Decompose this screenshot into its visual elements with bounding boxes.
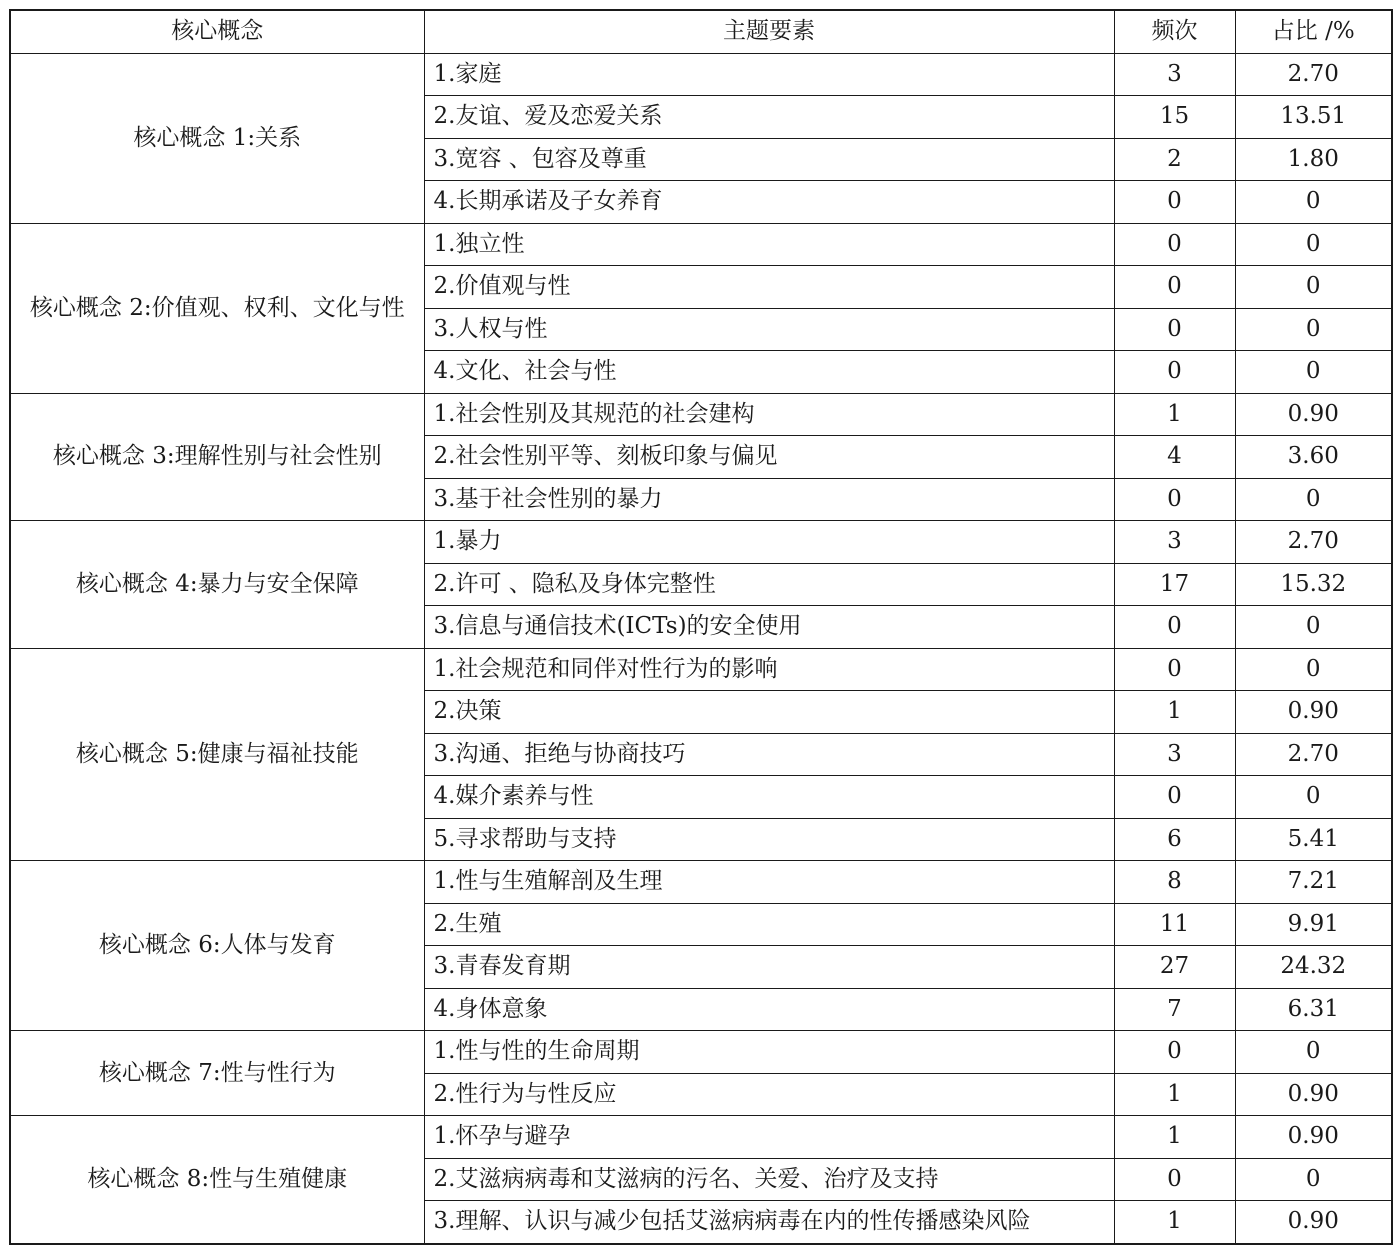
theme-cell: 2.许可 、隐私及身体完整性	[424, 563, 1114, 606]
theme-cell: 2.艾滋病病毒和艾滋病的污名、关爱、治疗及支持	[424, 1158, 1114, 1201]
table-body	[10, 53, 1392, 1244]
theme-cell: 2.价值观与性	[424, 266, 1114, 309]
frequency-cell: 0	[1114, 606, 1235, 649]
theme-cell: 1.性与生殖解剖及生理	[424, 861, 1114, 904]
percentage-cell: 24.32	[1235, 946, 1392, 989]
theme-cell: 3.沟通、拒绝与协商技巧	[424, 733, 1114, 776]
percentage-cell: 0	[1235, 1158, 1392, 1201]
percentage-cell: 13.51	[1235, 96, 1392, 139]
table-row	[10, 861, 1392, 904]
percentage-cell: 0	[1235, 478, 1392, 521]
table-row	[10, 393, 1392, 436]
core-concept-cell: 核心概念 2:价值观、权利、文化与性	[10, 223, 424, 393]
frequency-cell: 0	[1114, 776, 1235, 819]
theme-cell: 1.怀孕与避孕	[424, 1116, 1114, 1159]
frequency-cell: 1	[1114, 1201, 1235, 1244]
theme-cell: 3.基于社会性别的暴力	[424, 478, 1114, 521]
percentage-cell: 9.91	[1235, 903, 1392, 946]
frequency-cell: 0	[1114, 223, 1235, 266]
percentage-cell: 0	[1235, 606, 1392, 649]
theme-cell: 3.人权与性	[424, 308, 1114, 351]
core-concept-cell: 核心概念 5:健康与福祉技能	[10, 648, 424, 861]
theme-cell: 5.寻求帮助与支持	[424, 818, 1114, 861]
theme-cell: 4.文化、社会与性	[424, 351, 1114, 394]
table-row	[10, 648, 1392, 691]
percentage-cell: 3.60	[1235, 436, 1392, 479]
percentage-cell: 0	[1235, 181, 1392, 224]
frequency-cell: 0	[1114, 1158, 1235, 1201]
header-core-concept: 核心概念	[10, 10, 424, 53]
frequency-cell: 3	[1114, 53, 1235, 96]
core-concept-cell: 核心概念 1:关系	[10, 53, 424, 223]
theme-cell: 1.社会规范和同伴对性行为的影响	[424, 648, 1114, 691]
frequency-cell: 0	[1114, 1031, 1235, 1074]
percentage-cell: 0	[1235, 223, 1392, 266]
percentage-cell: 2.70	[1235, 521, 1392, 564]
percentage-cell: 0	[1235, 351, 1392, 394]
table-row	[10, 223, 1392, 266]
percentage-cell: 1.80	[1235, 138, 1392, 181]
frequency-cell: 17	[1114, 563, 1235, 606]
theme-cell: 4.媒介素养与性	[424, 776, 1114, 819]
frequency-cell: 1	[1114, 1116, 1235, 1159]
theme-cell: 3.宽容 、包容及尊重	[424, 138, 1114, 181]
theme-cell: 3.信息与通信技术(ICTs)的安全使用	[424, 606, 1114, 649]
theme-cell: 4.长期承诺及子女养育	[424, 181, 1114, 224]
theme-cell: 2.生殖	[424, 903, 1114, 946]
header-percentage: 占比 /%	[1235, 10, 1392, 53]
core-concept-cell: 核心概念 6:人体与发育	[10, 861, 424, 1031]
frequency-cell: 0	[1114, 478, 1235, 521]
frequency-cell: 15	[1114, 96, 1235, 139]
theme-cell: 1.家庭	[424, 53, 1114, 96]
frequency-cell: 1	[1114, 393, 1235, 436]
theme-cell: 2.社会性别平等、刻板印象与偏见	[424, 436, 1114, 479]
percentage-cell: 5.41	[1235, 818, 1392, 861]
theme-cell: 1.独立性	[424, 223, 1114, 266]
percentage-cell: 7.21	[1235, 861, 1392, 904]
percentage-cell: 0	[1235, 266, 1392, 309]
percentage-cell: 6.31	[1235, 988, 1392, 1031]
frequency-cell: 0	[1114, 648, 1235, 691]
core-concept-cell: 核心概念 8:性与生殖健康	[10, 1116, 424, 1244]
theme-cell: 1.社会性别及其规范的社会建构	[424, 393, 1114, 436]
frequency-cell: 2	[1114, 138, 1235, 181]
core-concept-cell: 核心概念 7:性与性行为	[10, 1031, 424, 1116]
percentage-cell: 0.90	[1235, 1116, 1392, 1159]
frequency-cell: 0	[1114, 351, 1235, 394]
frequency-cell: 1	[1114, 691, 1235, 734]
frequency-cell: 0	[1114, 181, 1235, 224]
frequency-cell: 4	[1114, 436, 1235, 479]
percentage-cell: 2.70	[1235, 733, 1392, 776]
frequency-cell: 27	[1114, 946, 1235, 989]
frequency-cell: 0	[1114, 266, 1235, 309]
theme-cell: 2.性行为与性反应	[424, 1073, 1114, 1116]
percentage-cell: 0	[1235, 648, 1392, 691]
frequency-cell: 0	[1114, 308, 1235, 351]
percentage-cell: 0.90	[1235, 393, 1392, 436]
frequency-cell: 3	[1114, 521, 1235, 564]
core-concept-cell: 核心概念 4:暴力与安全保障	[10, 521, 424, 649]
frequency-cell: 1	[1114, 1073, 1235, 1116]
table-header	[10, 10, 1392, 53]
table-row	[10, 53, 1392, 96]
percentage-cell: 0	[1235, 308, 1392, 351]
core-concept-cell: 核心概念 3:理解性别与社会性别	[10, 393, 424, 521]
data-table	[9, 9, 1393, 1245]
frequency-cell: 6	[1114, 818, 1235, 861]
table-container	[9, 9, 1393, 1245]
theme-cell: 2.决策	[424, 691, 1114, 734]
theme-cell: 4.身体意象	[424, 988, 1114, 1031]
theme-cell: 2.友谊、爱及恋爱关系	[424, 96, 1114, 139]
header-theme: 主题要素	[424, 10, 1114, 53]
frequency-cell: 8	[1114, 861, 1235, 904]
theme-cell: 3.青春发育期	[424, 946, 1114, 989]
theme-cell: 3.理解、认识与减少包括艾滋病病毒在内的性传播感染风险	[424, 1201, 1114, 1244]
header-row	[10, 10, 1392, 53]
percentage-cell: 0	[1235, 776, 1392, 819]
percentage-cell: 2.70	[1235, 53, 1392, 96]
theme-cell: 1.性与性的生命周期	[424, 1031, 1114, 1074]
percentage-cell: 0	[1235, 1031, 1392, 1074]
percentage-cell: 15.32	[1235, 563, 1392, 606]
percentage-cell: 0.90	[1235, 1201, 1392, 1244]
frequency-cell: 3	[1114, 733, 1235, 776]
percentage-cell: 0.90	[1235, 691, 1392, 734]
frequency-cell: 7	[1114, 988, 1235, 1031]
percentage-cell: 0.90	[1235, 1073, 1392, 1116]
table-row	[10, 1031, 1392, 1074]
header-frequency: 频次	[1114, 10, 1235, 53]
theme-cell: 1.暴力	[424, 521, 1114, 564]
frequency-cell: 11	[1114, 903, 1235, 946]
table-row	[10, 1116, 1392, 1159]
table-row	[10, 521, 1392, 564]
